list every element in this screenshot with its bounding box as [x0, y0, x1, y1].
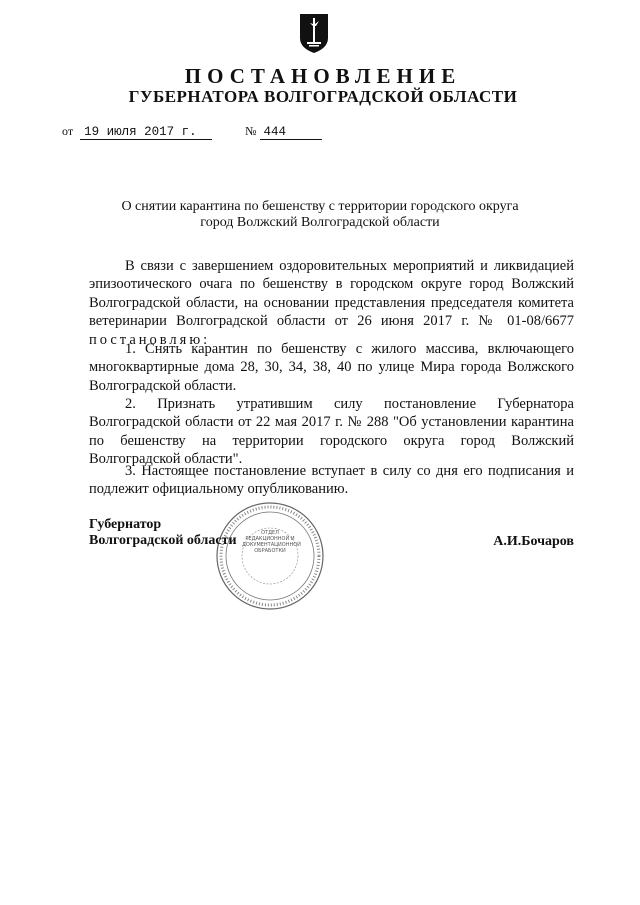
- clause-3-text: 3. Настоящее постановление вступает в силу со дня его подписания и подлежит официальному опубликованию.: [89, 463, 574, 498]
- document-issuer: ГУБЕРНАТОРА ВОЛГОГРАДСКОЙ ОБЛАСТИ: [128, 87, 518, 106]
- decree-verb: постановляю:: [89, 331, 211, 348]
- signatory-name: А.И.Бочаров: [493, 534, 574, 549]
- signatory-title: [89, 517, 237, 549]
- clause-2-text: 2. Признать утратившим силу постановление Губернатора Волгоградской области от 22 мая 2017 г. № 288 "Об установлении карантина по бешенству на территории городского округа город Волжский Волгоградской области".: [89, 396, 574, 468]
- subject-line-2: город Волжский Волгоградской области: [200, 215, 440, 230]
- signatory-title-line-1: Губернатор: [89, 517, 162, 532]
- stamp-label: ОТДЕЛ РЕДАКЦИОННОЙ И ДОКУМЕНТАЦИОННОЙ ОБРАБОТКИ: [242, 530, 301, 554]
- document-number: 444: [260, 125, 322, 140]
- coat-of-arms-icon: [298, 12, 330, 54]
- document-subject: [0, 199, 640, 231]
- number-prefix: №: [245, 124, 257, 138]
- signatory-title-line-2: Волгоградской области: [89, 533, 237, 548]
- preamble-paragraph: [89, 257, 574, 349]
- subject-line-1: О снятии карантина по бешенству с территории городского округа: [121, 199, 519, 214]
- clause-1-text: 1. Снять карантин по бешенству с жилого массива, включающего многоквартирные дома 28, 30, 34, 38, 40 по улице Мира города Волжского Волгоградской области.: [89, 341, 574, 394]
- date-prefix: от: [62, 124, 74, 138]
- clause-2: [89, 395, 574, 469]
- document-title: ПОСТАНОВЛЕНИЕ: [184, 64, 462, 88]
- preamble-text: В связи с завершением оздоровительных мероприятий и ликвидацией эпизоотического очага по бешенству в городском округе город Волжский Волгоградской области, на основании представления председателя комитета ветеринарии Волгоградской области от 26 июня 2017 г. № 01-08/6677: [89, 258, 574, 330]
- clause-3: [89, 462, 574, 499]
- document-date: 19 июля 2017 г.: [80, 125, 212, 140]
- clause-1: [89, 340, 574, 395]
- date-number-line: [62, 124, 322, 140]
